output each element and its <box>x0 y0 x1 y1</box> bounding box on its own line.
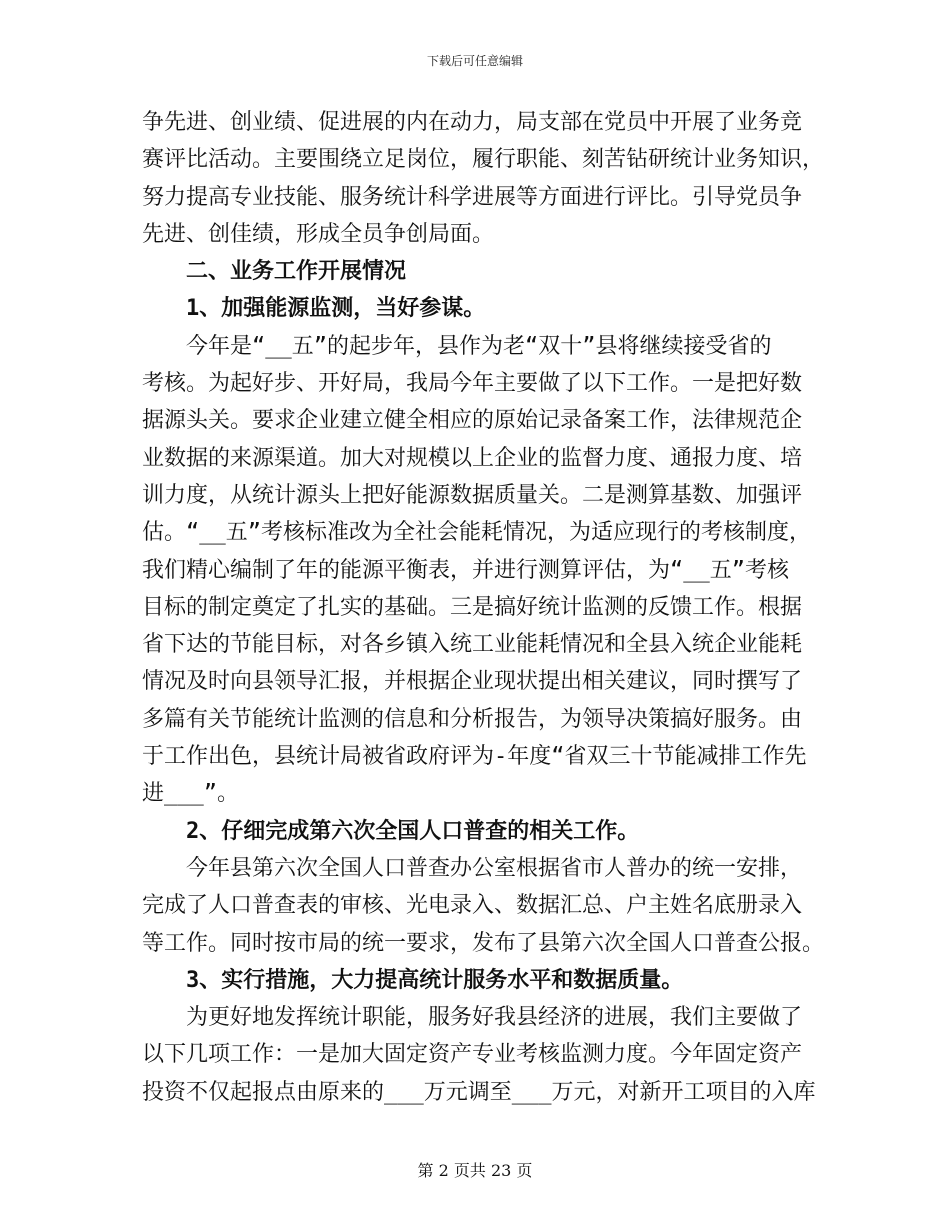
section-heading: 二、业务工作开展情况 <box>186 259 407 285</box>
text-line: 业数据的来源渠道。加大对规模以上企业的监督力度、通报力度、培 <box>142 445 803 471</box>
text-line: 目标的制定奠定了扎实的基础。三是搞好统计监测的反馈工作。根据 <box>142 594 803 620</box>
text-line: 于工作出色，县统计局被省政府评为-年度“省双三十节能减排工作先 <box>142 744 807 770</box>
text-line: 据源头关。要求企业建立健全相应的原始记录备案工作，法律规范企 <box>142 408 803 434</box>
page-header: 下载后可任意编辑 <box>426 54 523 68</box>
text-line: 为更好地发挥统计职能，服务好我县经济的进展，我们主要做了 <box>186 1005 803 1031</box>
text-line: 进___”。 <box>142 781 239 807</box>
page-footer: 第 2 页共 23 页 <box>417 1161 533 1180</box>
document-body <box>142 104 825 1111</box>
text-line: 以下几项工作：一是加大固定资产专业考核监测力度。今年固定资产 <box>142 1042 803 1068</box>
section-heading: 2、仔细完成第六次全国人口普查的相关工作。 <box>186 818 640 844</box>
text-line: 努力提高专业技能、服务统计科学进展等方面进行评比。引导党员争 <box>142 184 803 210</box>
section-heading: 3、实行措施，大力提高统计服务水平和数据质量。 <box>186 967 684 993</box>
text-line: 赛评比活动。主要围绕立足岗位，履行职能、刻苦钻研统计业务知识， <box>142 147 825 173</box>
text-line: 完成了人口普查表的审核、光电录入、数据汇总、户主姓名底册录入 <box>142 893 803 919</box>
text-line: 今年是“__五”的起步年，县作为老“双十”县将继续接受省的 <box>186 333 772 359</box>
text-line: 投资不仅起报点由原来的___万元调至___万元，对新开工项目的入库 <box>142 1079 816 1105</box>
text-line: 多篇有关节能统计监测的信息和分析报告，为领导决策搞好服务。由 <box>142 706 803 732</box>
text-line: 估。“__五”考核标准改为全社会能耗情况，为适应现行的考核制度， <box>142 520 811 546</box>
text-line: 今年县第六次全国人口普查办公室根据省市人普办的统一安排， <box>186 855 803 881</box>
text-line: 情况及时向县领导汇报，并根据企业现状提出相关建议，同时撰写了 <box>142 669 803 695</box>
text-line: 我们精心编制了年的能源平衡表，并进行测算评估，为“__五”考核 <box>142 557 789 583</box>
text-line: 先进、创佳绩，形成全员争创局面。 <box>142 221 495 247</box>
section-heading: 1、加强能源监测，当好参谋。 <box>186 296 486 322</box>
text-line: 训力度，从统计源头上把好能源数据质量关。二是测算基数、加强评 <box>142 482 803 508</box>
text-line: 考核。为起好步、开好局，我局今年主要做了以下工作。一是把好数 <box>142 371 803 397</box>
text-line: 省下达的节能目标，对各乡镇入统工业能耗情况和全县入统企业能耗 <box>142 632 803 658</box>
text-line: 争先进、创业绩、促进展的内在动力，局支部在党员中开展了业务竞 <box>142 110 803 135</box>
text-line: 等工作。同时按市局的统一要求，发布了县第六次全国人口普查公报。 <box>142 930 825 956</box>
